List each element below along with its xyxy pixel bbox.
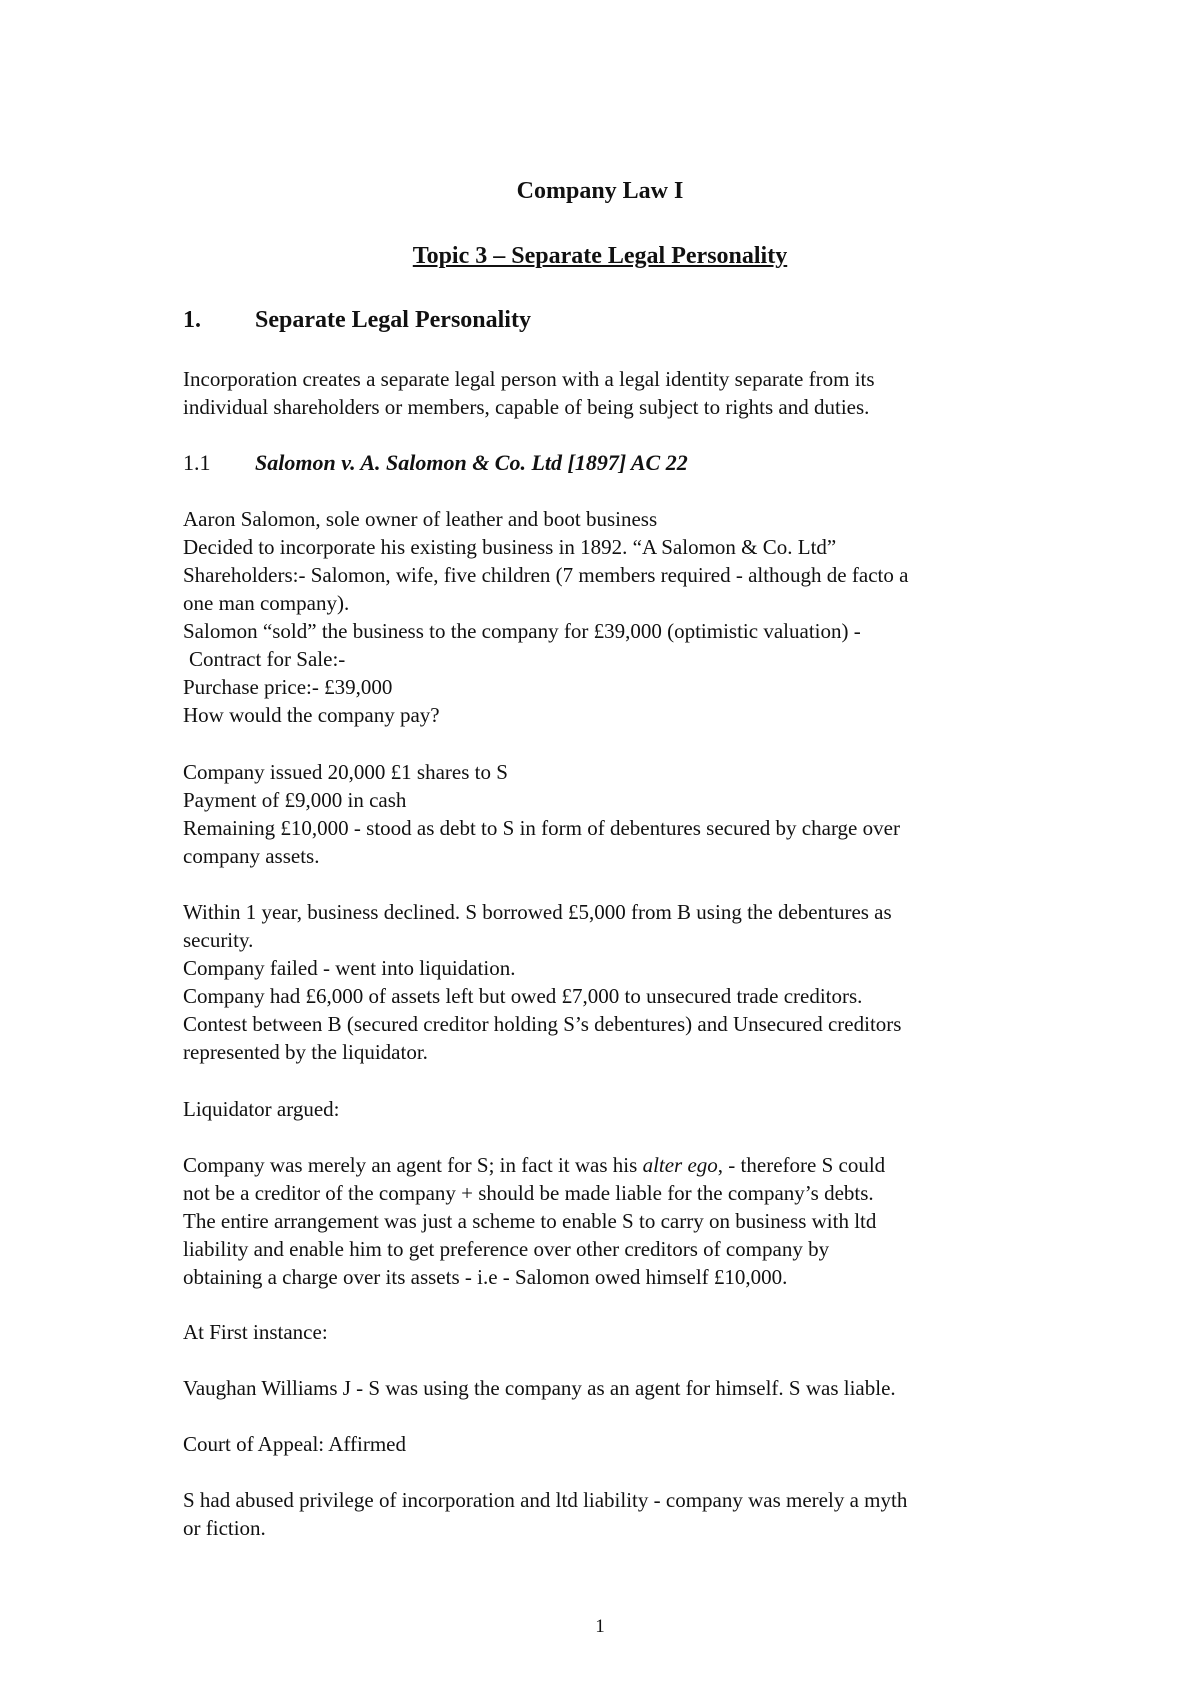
paragraph-line: How would the company pay? (183, 703, 440, 727)
paragraph-line: Purchase price:- £39,000 (183, 675, 393, 699)
paragraph-line: Aaron Salomon, sole owner of leather and boot business (183, 507, 658, 531)
argument-paragraph (183, 1151, 1043, 1291)
case-citation: Salomon v. A. Salomon & Co. Ltd [1897] AC 22 (255, 450, 688, 475)
paragraph-line: security. (183, 928, 254, 952)
paragraph-line: Company failed - went into liquidation. (183, 956, 516, 980)
paragraph-line: Salomon “sold” the business to the company for £39,000 (optimistic valuation) - (183, 619, 861, 643)
paragraph-line: Within 1 year, business declined. S borrowed £5,000 from B using the debentures as (183, 900, 892, 924)
liquidator-heading (183, 1095, 1043, 1123)
paragraph-line: Company issued 20,000 £1 shares to S (183, 760, 508, 784)
paragraph-line: S had abused privilege of incorporation and ltd liability - company was merely a myth (183, 1488, 908, 1512)
paragraph-line: liability and enable him to get preference over other creditors of company by (183, 1237, 830, 1261)
subsection-number: 1.1 (183, 450, 211, 475)
first-instance-heading (183, 1318, 1043, 1346)
first-instance-text (183, 1374, 1043, 1402)
subsection-heading (183, 450, 688, 476)
facts-paragraph (183, 505, 1043, 729)
text-run: Company was merely an agent for S; in fact it was his (183, 1153, 643, 1177)
paragraph-line: Decided to incorporate his existing business in 1892. “A Salomon & Co. Ltd” (183, 535, 837, 559)
paragraph-line: Shareholders:- Salomon, wife, five children (7 members required - although de facto a (183, 563, 909, 587)
paragraph-line: one man company). (183, 591, 350, 615)
paragraph-line: not be a creditor of the company + should be made liable for the company’s debts. (183, 1181, 874, 1205)
paragraph-line: Court of Appeal: Affirmed (183, 1432, 406, 1456)
section-number: 1. (183, 307, 201, 333)
paragraph-line: Incorporation creates a separate legal person with a legal identity separate from its (183, 367, 875, 391)
text-run: , - therefore S could (717, 1153, 886, 1177)
paragraph-line: Liquidator argued: (183, 1097, 340, 1121)
paragraph-line: At First instance: (183, 1320, 328, 1344)
decline-paragraph (183, 898, 1043, 1066)
paragraph-line: or fiction. (183, 1516, 266, 1540)
paragraph-line (183, 1151, 1043, 1179)
paragraph-line: company assets. (183, 844, 320, 868)
document-title: Company Law I (516, 178, 684, 204)
italic-term: alter ego (642, 1153, 718, 1177)
paragraph-line: Company had £6,000 of assets left but owed £7,000 to unsecured trade creditors. (183, 984, 863, 1008)
page-number: 1 (595, 1616, 605, 1637)
paragraph-line: obtaining a charge over its assets - i.e - Salomon owed himself £10,000. (183, 1265, 788, 1289)
paragraph-line: Contract for Sale:- (189, 647, 346, 671)
paragraph-line: individual shareholders or members, capable of being subject to rights and duties. (183, 395, 870, 419)
paragraph-line: Contest between B (secured creditor holding S’s debentures) and Unsecured creditors (183, 1012, 902, 1036)
section-title: Separate Legal Personality (255, 307, 531, 333)
appeal-paragraph (183, 1486, 1043, 1542)
paragraph-line: Payment of £9,000 in cash (183, 788, 407, 812)
paragraph-line: Remaining £10,000 - stood as debt to S in form of debentures secured by charge over (183, 816, 900, 840)
appeal-heading (183, 1430, 1043, 1458)
payment-paragraph (183, 758, 1043, 870)
paragraph-line: represented by the liquidator. (183, 1040, 428, 1064)
topic-title: Topic 3 – Separate Legal Personality (412, 243, 788, 269)
paragraph-line: The entire arrangement was just a scheme to enable S to carry on business with ltd (183, 1209, 877, 1233)
paragraph-line: Vaughan Williams J - S was using the company as an agent for himself. S was liable. (183, 1376, 896, 1400)
intro-paragraph (183, 365, 1043, 421)
section-heading (183, 307, 531, 334)
